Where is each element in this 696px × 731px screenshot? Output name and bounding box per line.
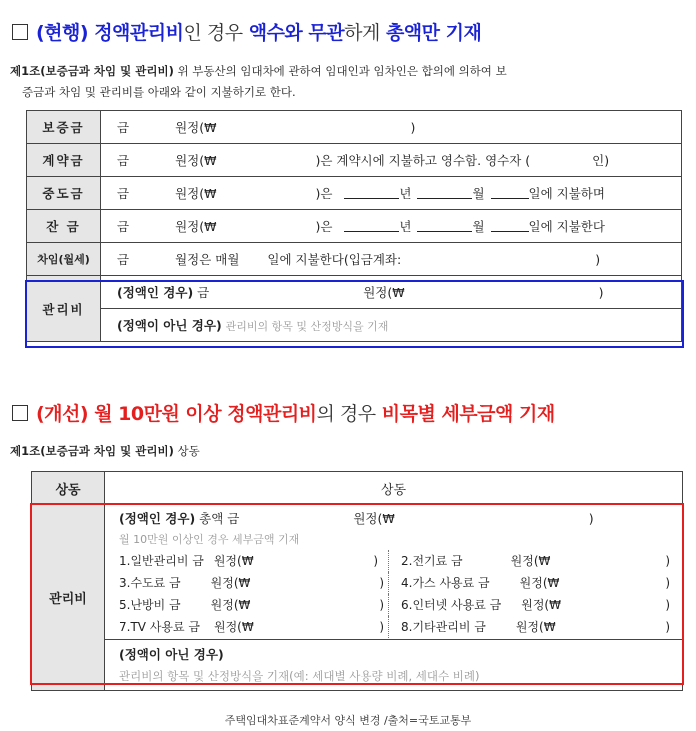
- section2-table: [31, 471, 683, 691]
- list-item: 1.일반관리비 금 원정(₩ ) 2.전기료 금 원정(₩ ): [119, 550, 670, 572]
- table-row: 상동 상동: [32, 472, 683, 505]
- table-row: 관리비 (정액인 경우) 금 원정(₩ ): [27, 276, 682, 309]
- row-label: 관리비: [27, 276, 101, 342]
- row-label: 중도금: [27, 177, 101, 210]
- checkbox-icon: [12, 24, 28, 40]
- table-row: (정액이 아닌 경우) 관리비의 항목 및 산정방식을 기재(예: 세대별 사용량 비례, 세대수 비례): [32, 640, 683, 691]
- table-row: (정액이 아닌 경우) 관리비의 항목 및 산정방식을 기재: [27, 309, 682, 342]
- caption: 주택임대차표준계약서 양식 변경 /출처=국토교통부: [224, 714, 472, 727]
- row-label: 계약금: [27, 144, 101, 177]
- table-row: 보증금 금 원정(₩ ): [27, 111, 682, 144]
- checkbox-icon: [12, 405, 28, 421]
- list-item: 7.TV 사용료 금 원정(₩ ) 8.기타관리비 금 원정(₩ ): [119, 616, 670, 638]
- row-label: 차임(월세): [27, 243, 101, 276]
- list-item: 3.수도료 금 원정(₩ ) 4.가스 사용료 금 원정(₩ ): [119, 572, 670, 594]
- section2-heading: (개선) 월 10만원 이상 정액관리비의 경우 비목별 세부금액 기재: [12, 399, 555, 426]
- table-row: 관리비 (정액인 경우) 총액 금 원정(₩ ) 월 10만원 이상인 경우 세부금액 기재 1.일반관리비 금 원정(₩ ) 2.전기료 금 원정(₩ ) 3.수도료 금 원정(₩ ) 4.가스 사용료 금 원정(₩ ) 5.난방비 금 원정(₩ ) 6.인터넷 사용료 금 원정(₩ ) 7.TV 사용료 금 원정(₩ ) 8.기타관리비 금 원정(₩ ): [32, 505, 683, 640]
- table-row: 차임(월세) 금 월정은 매월 일에 지불한다(입금계좌: ): [27, 243, 682, 276]
- section1-clause: 제1조(보증금과 차임 및 관리비) 위 부동산의 임대차에 관하여 임대인과 임차인은 합의에 의하여 보 증금과 차임 및 관리비를 아래와 같이 지불하기로 한다.: [10, 64, 507, 99]
- row-label: 잔 금: [27, 210, 101, 243]
- table-row: 계약금 금 원정(₩ )은 계약시에 지불하고 영수함. 영수자 ( 인): [27, 144, 682, 177]
- row-label: 보증금: [27, 111, 101, 144]
- list-item: 5.난방비 금 원정(₩ ) 6.인터넷 사용료 금 원정(₩ ): [119, 594, 670, 616]
- section1-table: [26, 110, 682, 342]
- table-row: 잔 금 금 원정(₩ )은 년 월 일에 지불한다: [27, 210, 682, 243]
- table-row: 중도금 금 원정(₩ )은 년 월 일에 지불하며: [27, 177, 682, 210]
- section1-heading: (현행) 정액관리비인 경우 액수와 무관하게 총액만 기재: [12, 18, 481, 45]
- section2-clause: 제1조(보증금과 차임 및 관리비) 상동: [10, 444, 200, 458]
